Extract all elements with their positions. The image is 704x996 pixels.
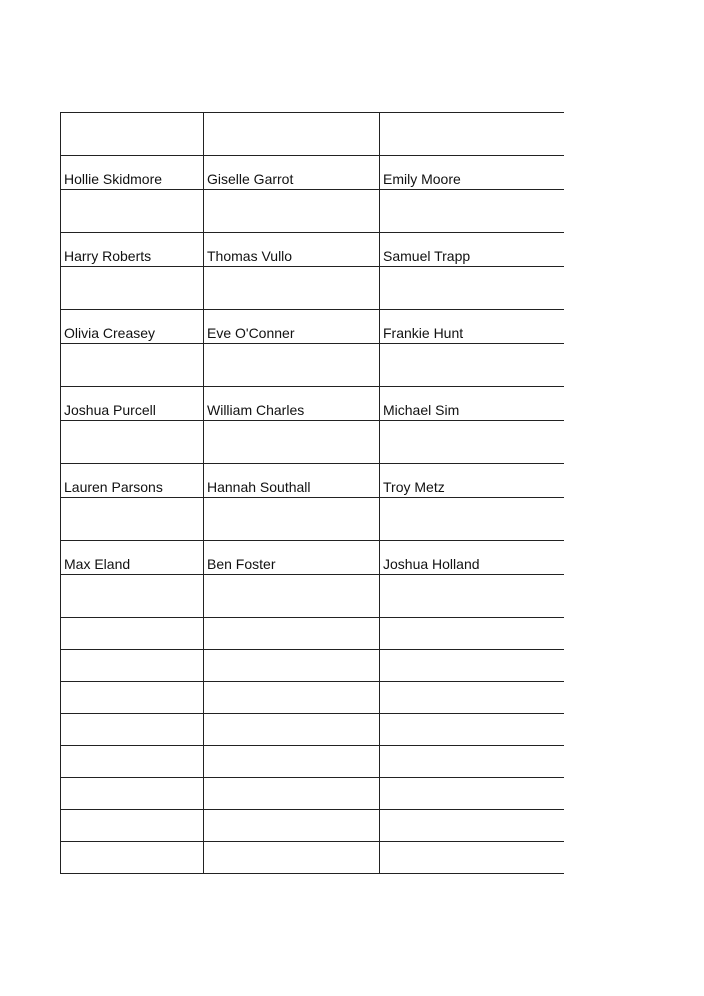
table-row: [61, 267, 564, 310]
table-cell[interactable]: [204, 650, 380, 682]
table-cell[interactable]: [204, 810, 380, 842]
table-row: [61, 541, 564, 575]
table-cell[interactable]: [204, 714, 380, 746]
table-cell[interactable]: [204, 190, 380, 233]
table-cell[interactable]: [380, 618, 564, 650]
table-cell[interactable]: [61, 618, 204, 650]
table-row: [61, 190, 564, 233]
table-cell[interactable]: [380, 714, 564, 746]
table-row: [61, 778, 564, 810]
table-row: [61, 387, 564, 421]
table-cell[interactable]: [380, 842, 564, 874]
table-cell[interactable]: [204, 618, 380, 650]
table-cell[interactable]: [61, 650, 204, 682]
table-row: [61, 498, 564, 541]
table-cell[interactable]: [61, 575, 204, 618]
table-cell[interactable]: [61, 778, 204, 810]
table-row: [61, 464, 564, 498]
table-cell[interactable]: [204, 778, 380, 810]
table-row: [61, 810, 564, 842]
table-cell[interactable]: [204, 575, 380, 618]
table-row: [61, 746, 564, 778]
table-row: [61, 714, 564, 746]
table-cell[interactable]: [204, 682, 380, 714]
table-row: [61, 650, 564, 682]
table-cell[interactable]: Max Eland: [61, 541, 204, 575]
table-cell[interactable]: [380, 650, 564, 682]
table-row: [61, 233, 564, 267]
table-cell[interactable]: [61, 842, 204, 874]
table-row: [61, 156, 564, 190]
table-cell[interactable]: [61, 267, 204, 310]
table-cell[interactable]: [61, 190, 204, 233]
table-cell[interactable]: [61, 810, 204, 842]
table-cell[interactable]: Michael Sim: [380, 387, 564, 421]
table-cell[interactable]: [204, 498, 380, 541]
table-cell[interactable]: Hannah Southall: [204, 464, 380, 498]
table-cell[interactable]: [380, 575, 564, 618]
table-cell[interactable]: [61, 498, 204, 541]
table-cell[interactable]: Hollie Skidmore: [61, 156, 204, 190]
table-cell[interactable]: [380, 421, 564, 464]
table-cell[interactable]: Lauren Parsons: [61, 464, 204, 498]
table-cell[interactable]: Joshua Purcell: [61, 387, 204, 421]
table-cell[interactable]: [204, 421, 380, 464]
table-cell[interactable]: Joshua Holland: [380, 541, 564, 575]
table-cell[interactable]: [380, 810, 564, 842]
table-row: [61, 575, 564, 618]
table-cell[interactable]: Frankie Hunt: [380, 310, 564, 344]
table-cell[interactable]: [204, 746, 380, 778]
table-row: [61, 421, 564, 464]
table-cell[interactable]: [380, 344, 564, 387]
table-cell[interactable]: [380, 682, 564, 714]
table-cell[interactable]: Troy Metz: [380, 464, 564, 498]
table-cell[interactable]: Samuel Trapp: [380, 233, 564, 267]
table-cell[interactable]: [61, 714, 204, 746]
table-cell[interactable]: [61, 682, 204, 714]
table-cell[interactable]: [61, 746, 204, 778]
table-cell[interactable]: [61, 421, 204, 464]
table-cell[interactable]: Ben Foster: [204, 541, 380, 575]
table-row: [61, 344, 564, 387]
table-row: [61, 682, 564, 714]
table-cell[interactable]: [204, 267, 380, 310]
table-cell[interactable]: [380, 746, 564, 778]
table-cell[interactable]: William Charles: [204, 387, 380, 421]
table-cell[interactable]: [380, 778, 564, 810]
table-row: [61, 618, 564, 650]
table-cell[interactable]: Olivia Creasey: [61, 310, 204, 344]
table-cell[interactable]: [380, 113, 564, 156]
table-row: [61, 310, 564, 344]
table-cell[interactable]: Thomas Vullo: [204, 233, 380, 267]
names-table: [60, 112, 564, 874]
table-row: [61, 113, 564, 156]
table-cell[interactable]: Eve O'Conner: [204, 310, 380, 344]
table-cell[interactable]: [61, 344, 204, 387]
table-cell[interactable]: Giselle Garrot: [204, 156, 380, 190]
table-row: [61, 842, 564, 874]
table-cell[interactable]: [380, 190, 564, 233]
table-cell[interactable]: Harry Roberts: [61, 233, 204, 267]
table-cell[interactable]: [204, 344, 380, 387]
table-cell[interactable]: [204, 113, 380, 156]
table-cell[interactable]: [380, 267, 564, 310]
table-cell[interactable]: [380, 498, 564, 541]
table-cell[interactable]: [61, 113, 204, 156]
table-cell[interactable]: [204, 842, 380, 874]
table-cell[interactable]: Emily Moore: [380, 156, 564, 190]
